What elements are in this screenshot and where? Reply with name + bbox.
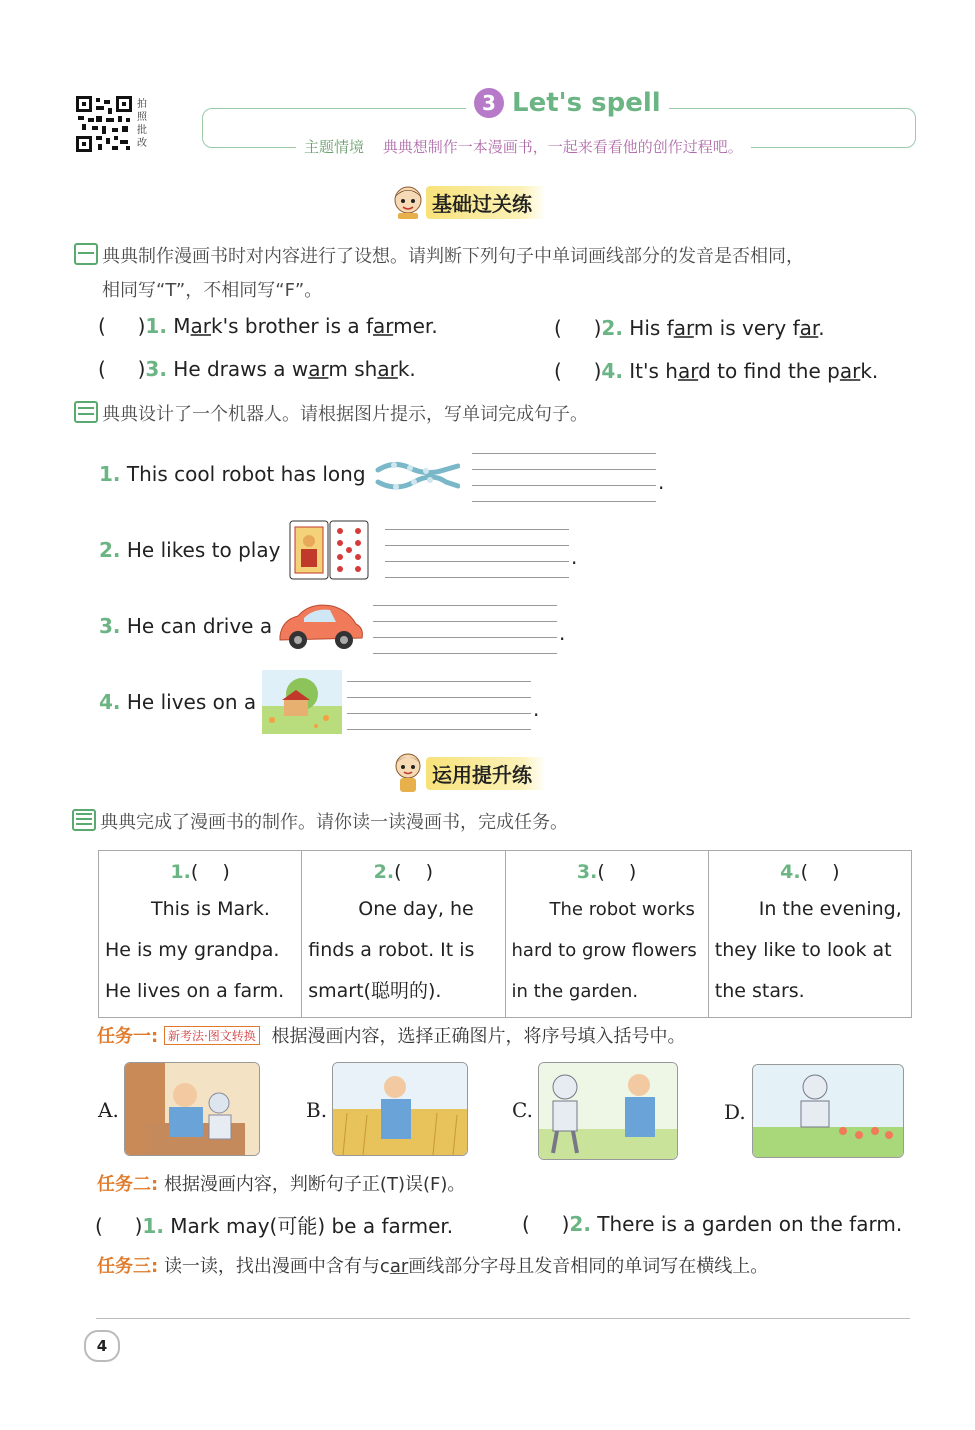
answer-paren[interactable]: ( )	[98, 357, 146, 381]
text: It's h	[629, 359, 678, 383]
task-label: 任务二:	[97, 1174, 159, 1195]
page-title: Let's spell	[512, 88, 661, 118]
picture-letter: C.	[512, 1098, 533, 1122]
panel-line: smart(聪明的).	[308, 980, 442, 1002]
question-one-icon	[74, 243, 98, 265]
new-method-tag: 新考法·图文转换	[164, 1026, 260, 1045]
answer-paren[interactable]: ( )	[394, 861, 434, 883]
farm-icon	[262, 670, 342, 734]
q1-item-2	[554, 316, 825, 340]
question-two-icon	[74, 401, 98, 423]
panel-line: they like to look at	[714, 939, 892, 961]
theme-text: 典典想制作一本漫画书，一起来看看他的创作过程吧。	[382, 138, 743, 156]
section2-heading	[390, 752, 546, 794]
panel-number: 1.	[170, 861, 191, 883]
grandpa-meets-robot-picture	[538, 1062, 678, 1160]
q1-instruction-line2: 相同写“T”，不相同写“F”。	[102, 280, 323, 301]
panel-line: One day, he	[358, 898, 474, 920]
q2-item-2	[99, 538, 280, 562]
text: m is very f	[693, 316, 800, 340]
task-label: 任务一:	[97, 1026, 159, 1047]
cards-icon	[288, 519, 370, 581]
text: He draws a w	[173, 357, 309, 381]
item-number: 1.	[145, 314, 167, 338]
comic-panel-1	[99, 851, 302, 1017]
underlined-letters: ar	[308, 357, 329, 381]
item-text: He can drive a	[126, 614, 273, 638]
panel-line: He is my grandpa.	[105, 939, 280, 961]
answer-paren[interactable]: ( )	[597, 861, 637, 883]
picture-letter: B.	[306, 1098, 328, 1122]
q1-item-4	[554, 359, 878, 383]
item-number: 2.	[99, 538, 121, 562]
q2-item-4	[99, 690, 256, 714]
grandpa-wheat-field-picture	[332, 1062, 468, 1156]
sentence-end: .	[658, 470, 665, 494]
panel-line: the stars.	[714, 980, 805, 1002]
answer-paren[interactable]: ( )	[95, 1214, 143, 1238]
panel-line: This is Mark.	[151, 898, 270, 920]
q3-instruction	[72, 806, 568, 840]
task-text: 根据漫画内容，判断句子正(T)误(F)。	[163, 1174, 466, 1195]
panel-number: 2.	[373, 861, 395, 883]
qr-caption: 拍照批改	[137, 99, 147, 149]
panel-line: In the evening,	[758, 898, 902, 920]
item-number: 2.	[601, 316, 623, 340]
task3	[97, 1252, 768, 1278]
text: M	[173, 314, 191, 338]
sentence-end: .	[559, 621, 566, 645]
item-number: 3.	[145, 357, 167, 381]
item-number: 1.	[99, 462, 121, 486]
item-number: 4.	[601, 359, 623, 383]
q1-instruction	[74, 240, 924, 308]
section1-heading	[390, 184, 546, 220]
panel-number: 4.	[780, 861, 801, 883]
picture-letter: D.	[724, 1100, 746, 1124]
arms-icon	[374, 456, 460, 494]
robot-garden-picture	[752, 1064, 904, 1158]
task1	[97, 1022, 686, 1048]
panel-line: finds a robot. It is	[308, 939, 475, 961]
underlined-letters: ar	[373, 314, 394, 338]
item-number: 2.	[569, 1212, 591, 1236]
unit-number-badge: 3	[474, 88, 504, 118]
q2-item-1	[99, 462, 366, 486]
task2	[97, 1170, 465, 1196]
text: k.	[397, 357, 416, 381]
mascot-icon	[390, 752, 426, 794]
panel-line: He lives on a farm.	[105, 980, 285, 1002]
item-text: He lives on a	[126, 690, 257, 714]
item-text: He likes to play	[126, 538, 281, 562]
sentence-end: .	[571, 545, 578, 569]
q2-item-3	[99, 614, 272, 638]
answer-paren[interactable]: ( )	[190, 861, 230, 883]
answer-blank[interactable]	[472, 453, 656, 502]
answer-paren[interactable]: ( )	[98, 314, 146, 338]
item-text: Mark may(可能) be a farmer.	[170, 1214, 454, 1238]
section2-banner: 运用提升练	[426, 757, 546, 790]
theme-label: 主题情境	[304, 138, 365, 156]
answer-paren[interactable]: ( )	[554, 359, 602, 383]
task-label: 任务三:	[97, 1256, 159, 1277]
panel-line: The robot works	[549, 899, 695, 920]
answer-paren[interactable]: ( )	[554, 316, 602, 340]
task-text: 根据漫画内容，选择正确图片，将序号填入括号中。	[271, 1026, 686, 1047]
underlined-letters: ar	[677, 359, 699, 383]
question-three-icon	[72, 809, 96, 831]
theme-row	[296, 136, 751, 157]
mascot-icon	[390, 184, 426, 220]
panel-line: in the garden.	[511, 981, 639, 1002]
comic-panel-2	[302, 851, 505, 1017]
q1-item-3	[98, 357, 416, 381]
q2-instruction	[74, 398, 588, 432]
comic-panel-3	[506, 851, 709, 1017]
answer-blank[interactable]	[385, 529, 569, 578]
footer-divider	[96, 1318, 910, 1319]
task-text: 读一读，找出漫画中含有与c	[163, 1256, 390, 1277]
text: m sh	[328, 357, 378, 381]
underlined-letters: ar	[389, 1256, 409, 1277]
answer-paren[interactable]: ( )	[522, 1212, 570, 1236]
panel-line: hard to grow flowers	[511, 940, 697, 961]
text: His f	[629, 316, 674, 340]
qr-code-icon[interactable]	[76, 96, 132, 152]
q1-item-1	[98, 314, 438, 338]
underlined-letters: ar	[799, 316, 819, 340]
task-text: 画线部分字母且发音相同的单词写在横线上。	[408, 1256, 769, 1277]
comic-panel-4	[709, 851, 911, 1017]
unit-title	[466, 88, 669, 118]
panel-number: 3.	[576, 861, 598, 883]
underlined-letters: ar	[190, 314, 212, 338]
item-text: This cool robot has long	[126, 462, 366, 486]
grandpa-robot-sitting-picture	[124, 1062, 260, 1156]
text: .	[818, 316, 825, 340]
item-number: 3.	[99, 614, 121, 638]
text: d to find the p	[698, 359, 840, 383]
item-number: 1.	[142, 1214, 164, 1238]
sentence-end: .	[533, 697, 540, 721]
task2-item-2	[522, 1212, 902, 1236]
picture-letter: A.	[98, 1098, 119, 1122]
answer-blank[interactable]	[373, 605, 557, 654]
q2-instruction-text: 典典设计了一个机器人。请根据图片提示，写单词完成句子。	[102, 404, 588, 425]
text: k.	[860, 359, 879, 383]
item-number: 4.	[99, 690, 121, 714]
page-number: 4	[84, 1330, 120, 1362]
answer-blank[interactable]	[347, 681, 531, 730]
underlined-letters: ar	[377, 357, 398, 381]
text: k's brother is a f	[211, 314, 373, 338]
underlined-letters: ar	[839, 359, 861, 383]
section1-banner: 基础过关练	[426, 186, 546, 219]
underlined-letters: ar	[673, 316, 694, 340]
item-text: There is a garden on the farm.	[597, 1212, 903, 1236]
q1-instruction-line1: 典典制作漫画书时对内容进行了设想。请判断下列句子中单词画线部分的发音是否相同，	[102, 246, 804, 267]
text: mer.	[393, 314, 438, 338]
comic-table	[98, 850, 912, 1018]
answer-paren[interactable]: ( )	[800, 861, 840, 883]
q3-instruction-text: 典典完成了漫画书的制作。请你读一读漫画书，完成任务。	[100, 812, 568, 833]
task2-item-1	[95, 1210, 453, 1239]
car-icon	[274, 598, 366, 652]
